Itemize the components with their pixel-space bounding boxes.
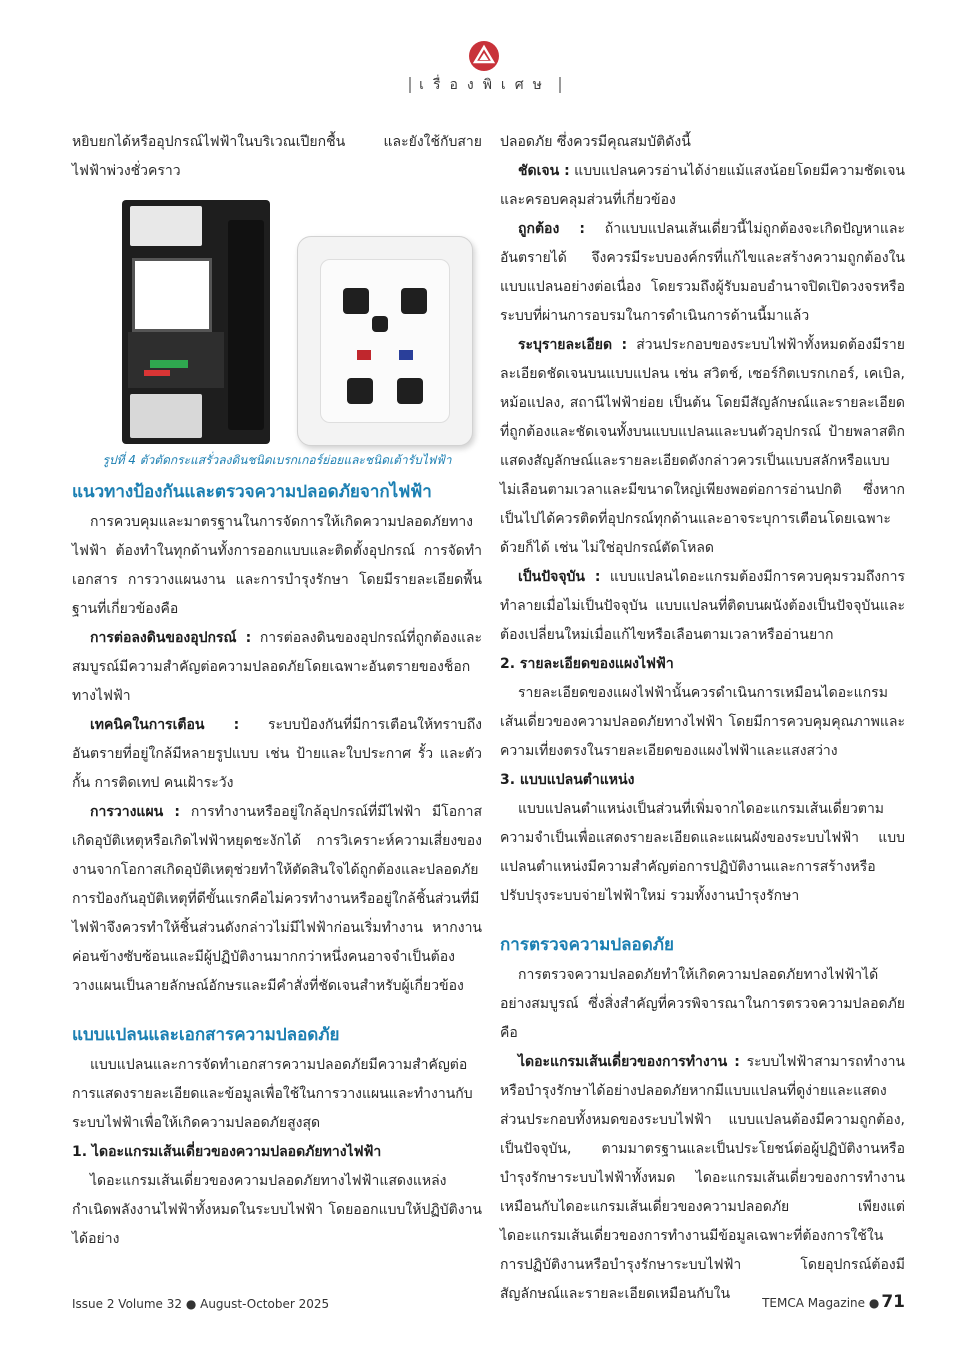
footer-issue-info: Issue 2 Volume 32 ● August-October 2025 <box>72 1297 330 1311</box>
term: ไดอะแกรมเส้นเดี่ยวของการทำงาน : <box>518 1054 740 1070</box>
rcd-socket-image <box>297 236 473 446</box>
rcd-breaker-image <box>122 200 270 444</box>
numbered-heading: 2. รายละเอียดของแผงไฟฟ้า <box>500 656 674 672</box>
definition: ระบบไฟฟ้าสามารถทำงานหรือบำรุงรักษาได้อย่างปลอดภัยหากมีแบบแปลนที่ดูง่ายและแสดงส่วนประกอบทั้งหมดของระบบไฟฟ้า แบบแปลนต้องมีความถูกต้อง, เป็นปัจจุบัน, ตามมาตรฐานและเป็นประโยชน์ต่อผู้ปฏิบัติงานหรือบำรุงรักษาระบบไฟฟ้าทั้งหมด ไดอะแกรมเส้นเดี่ยวของการทำงานเหมือนกับไดอะแกรมเส้นเดี่ยวของความปลอดภัย เพียงแต่ไดอะแกรมเส้นเดี่ยวของการทำงานมีข้อมูลเฉพาะที่ต้องการใช้ในการปฏิบัติงานหรือบำรุงรักษาระบบไฟฟ้า โดยอุปกรณ์ต้องมีสัญลักษณ์และรายละเอียดเหมือนกับใน <box>500 1054 905 1302</box>
numbered-heading: 3. แบบแปลนตำแหน่ง <box>500 772 635 788</box>
term: ระบุรายละเอียด : <box>518 337 628 353</box>
paragraph: ปลอดภัย ซึ่งควรมีคุณสมบัติดังนี้ <box>500 134 691 150</box>
paragraph: ไดอะแกรมเส้นเดี่ยวของความปลอดภัยทางไฟฟ้าแสดงแหล่งกำเนิดพลังงานไฟฟ้าทั้งหมดในระบบไฟฟ้า โดยออกแบบให้ปฏิบัติงานได้อย่าง <box>72 1173 482 1247</box>
paragraph <box>500 331 905 563</box>
term: การต่อลงดินของอุปกรณ์ : <box>90 630 252 646</box>
section-tag-label: เรื่องพิเศษ <box>419 77 551 93</box>
paragraph: แบบแปลนตำแหน่งเป็นส่วนที่เพิ่มจากไดอะแกรมเส้นเดี่ยวตามความจำเป็นเพื่อแสดงรายละเอียดและแผนผังของระบบไฟฟ้า แบบแปลนตำแหน่งมีความสำคัญต่อการปฏิบัติงานและการสร้างหรือปรับปรุงระบบจ่ายไฟฟ้าใหม่ รวมทั้งงานบำรุงรักษา <box>500 801 905 904</box>
section-heading: แนวทางป้องกันและตรวจความปลอดภัยจากไฟฟ้า <box>72 482 432 502</box>
paragraph: แบบแปลนและการจัดทำเอกสารความปลอดภัยมีความสำคัญต่อการแสดงรายละเอียดและข้อมูลเพื่อใช้ในการวางแผนและทำงานกับระบบไฟฟ้าเพื่อให้เกิดความปลอดภัยสูงสุด <box>72 1057 473 1131</box>
term: การวางแผน : <box>90 804 181 820</box>
blue-indicator <box>399 350 413 360</box>
section-tag <box>390 72 580 98</box>
section-heading: การตรวจความปลอดภัย <box>500 935 674 955</box>
definition: การต่อลงดินของอุปกรณ์ที่ถูกต้องและสมบูรณ์มีความสำคัญต่อความปลอดภัยโดยเฉพาะอันตรายของช็อกทางไฟฟ้า <box>72 630 482 704</box>
red-indicator <box>357 350 371 360</box>
divider <box>559 77 561 93</box>
section-heading: แบบแปลนและเอกสารความปลอดภัย <box>72 1025 340 1045</box>
paragraph <box>500 1048 905 1309</box>
paragraph: การตรวจความปลอดภัยทำให้เกิดความปลอดภัยทางไฟฟ้าได้อย่างสมบูรณ์ ซึ่งสิ่งสำคัญที่ควรพิจารณาในการตรวจความปลอดภัยคือ <box>500 967 905 1041</box>
term: ชัดเจน : <box>518 163 570 179</box>
paragraph: หยิบยกได้หรืออุปกรณ์ไฟฟ้าในบริเวณเปียกชื้น และยังใช้กับสายไฟฟ้าพ่วงชั่วคราว <box>72 134 482 179</box>
left-column <box>72 128 482 1254</box>
temca-logo-icon <box>468 40 500 72</box>
paragraph: การควบคุมและมาตรฐานในการจัดการให้เกิดความปลอดภัยทางไฟฟ้า ต้องทำในทุกด้านทั้งการออกแบบและติดตั้งอุปกรณ์ การจัดทำเอกสาร การวางแผนงาน และการบำรุงรักษา โดยมีรายละเอียดพื้นฐานที่เกี่ยวข้องคือ <box>72 514 482 617</box>
paragraph <box>500 563 905 650</box>
page-number: 71 <box>881 1292 905 1312</box>
divider <box>409 77 411 93</box>
paragraph: รายละเอียดของแผงไฟฟ้านั้นควรดำเนินการเหมือนไดอะแกรมเส้นเดี่ยวของความปลอดภัยทางไฟฟ้า โดยมีการควบคุมคุณภาพและความเที่ยงตรงในรายละเอียดของแผงไฟฟ้าและแสงสว่าง <box>500 685 905 759</box>
numbered-heading: 1. ไดอะแกรมเส้นเดี่ยวของความปลอดภัยทางไฟฟ้า <box>72 1144 382 1160</box>
paragraph <box>500 157 905 215</box>
definition: การทำงานหรืออยู่ใกล้อุปกรณ์ที่มีไฟฟ้า มีโอกาสเกิดอุบัติเหตุหรือเกิดไฟฟ้าหยุดชะงักได้ การวิเคราะห์ความเสี่ยงของงานจากโอกาสเกิดอุบัติเหตุช่วยทำให้ตัดสินใจได้ถูกต้องและปลอดภัย การป้องกันอุบัติเหตุที่ดีขั้นแรกคือไม่ควรทำงานหรืออยู่ใกล้ชิ้นส่วนที่มีไฟฟ้าจึงควรทำให้ชิ้นส่วนดังกล่าวไม่มีไฟฟ้าก่อนเริ่มทำงาน หากงานค่อนข้างซับซ้อนและมีผู้ปฏิบัติงานมากกว่าหนึ่งคนอาจจำเป็นต้องวางแผนเป็นลายลักษณ์อักษรและมีคำสั่งที่ชัดเจนสำหรับผู้เกี่ยวข้อง <box>72 804 482 994</box>
definition: แบบแปลนควรอ่านได้ง่ายแม้แสงน้อยโดยมีความชัดเจนและครอบคลุมส่วนที่เกี่ยวข้อง <box>500 163 905 208</box>
right-column <box>500 128 905 1309</box>
term: เทคนิคในการเตือน : <box>90 717 240 733</box>
magazine-name: TEMCA Magazine ● <box>762 1296 880 1310</box>
footer-magazine <box>762 1292 905 1312</box>
figure-caption: รูปที่ 4 ตัวตัดกระแสรั่วลงดินชนิดเบรกเกอร์ย่อยและชนิดเต้ารับไฟฟ้า <box>102 453 452 467</box>
term: เป็นปัจจุบัน : <box>518 569 601 585</box>
definition: แบบแปลนไดอะแกรมต้องมีการควบคุมรวมถึงการทำลายเมื่อไม่เป็นปัจจุบัน แบบแปลนที่ติดบนผนังต้องเป็นปัจจุบันและต้องเปลี่ยนใหม่เมื่อแก้ไขหรือเลือนตามเวลาหรืออ่านยาก <box>500 569 905 643</box>
figure-4 <box>72 186 482 466</box>
paragraph <box>72 711 482 798</box>
term: ถูกต้อง : <box>518 221 586 237</box>
definition: ระบบป้องกันที่มีการเตือนให้ทราบถึงอันตรายที่อยู่ใกล้มีหลายรูปแบบ เช่น ป้ายและใบประกาศ รั้ว และตัวกั้น การติดเทป คนเฝ้าระวัง <box>72 717 483 791</box>
definition: ส่วนประกอบของระบบไฟฟ้าทั้งหมดต้องมีรายละเอียดชัดเจนบนแบบแปลน เช่น สวิตช์, เซอร์กิตเบรกเกอร์, เคเบิล, หม้อแปลง, สถานีไฟฟ้าย่อย เป็นต้น โดยมีสัญลักษณ์และรายละเอียดที่ถูกต้องและชัดเจนทั้งบนแบบแปลนและบนตัวอุปกรณ์ ป้ายพลาสติกแสดงสัญลักษณ์และรายละเอียดดังกล่าวควรเป็นแบบสลักหรือแบบไม่เลือนตามเวลาและมีขนาดใหญ่เพียงพอต่อการอ่านปกติ ซึ่งหากเป็นไปได้ควรติดที่อุปกรณ์ทุกด้านและอาจระบุการเตือนโดยเฉพาะด้วยก็ได้ เช่น ไม่ใช่อุปกรณ์ตัดโหลด <box>500 337 905 556</box>
definition: ถ้าแบบแปลนเส้นเดี่ยวนี้ไม่ถูกต้องจะเกิดปัญหาและอันตรายได้ จึงควรมีระบบองค์กรที่แก้ไขและสร้างความถูกต้องในแบบแปลนอย่างต่อเนื่อง โดยรวมถึงผู้รับมอบอำนาจปิดเปิดวงจรหรือระบบที่ผ่านการอบรมในการดำเนินการด้านนี้มาแล้ว <box>500 221 906 324</box>
paragraph <box>72 624 482 711</box>
paragraph <box>500 215 905 331</box>
paragraph <box>72 798 482 1001</box>
